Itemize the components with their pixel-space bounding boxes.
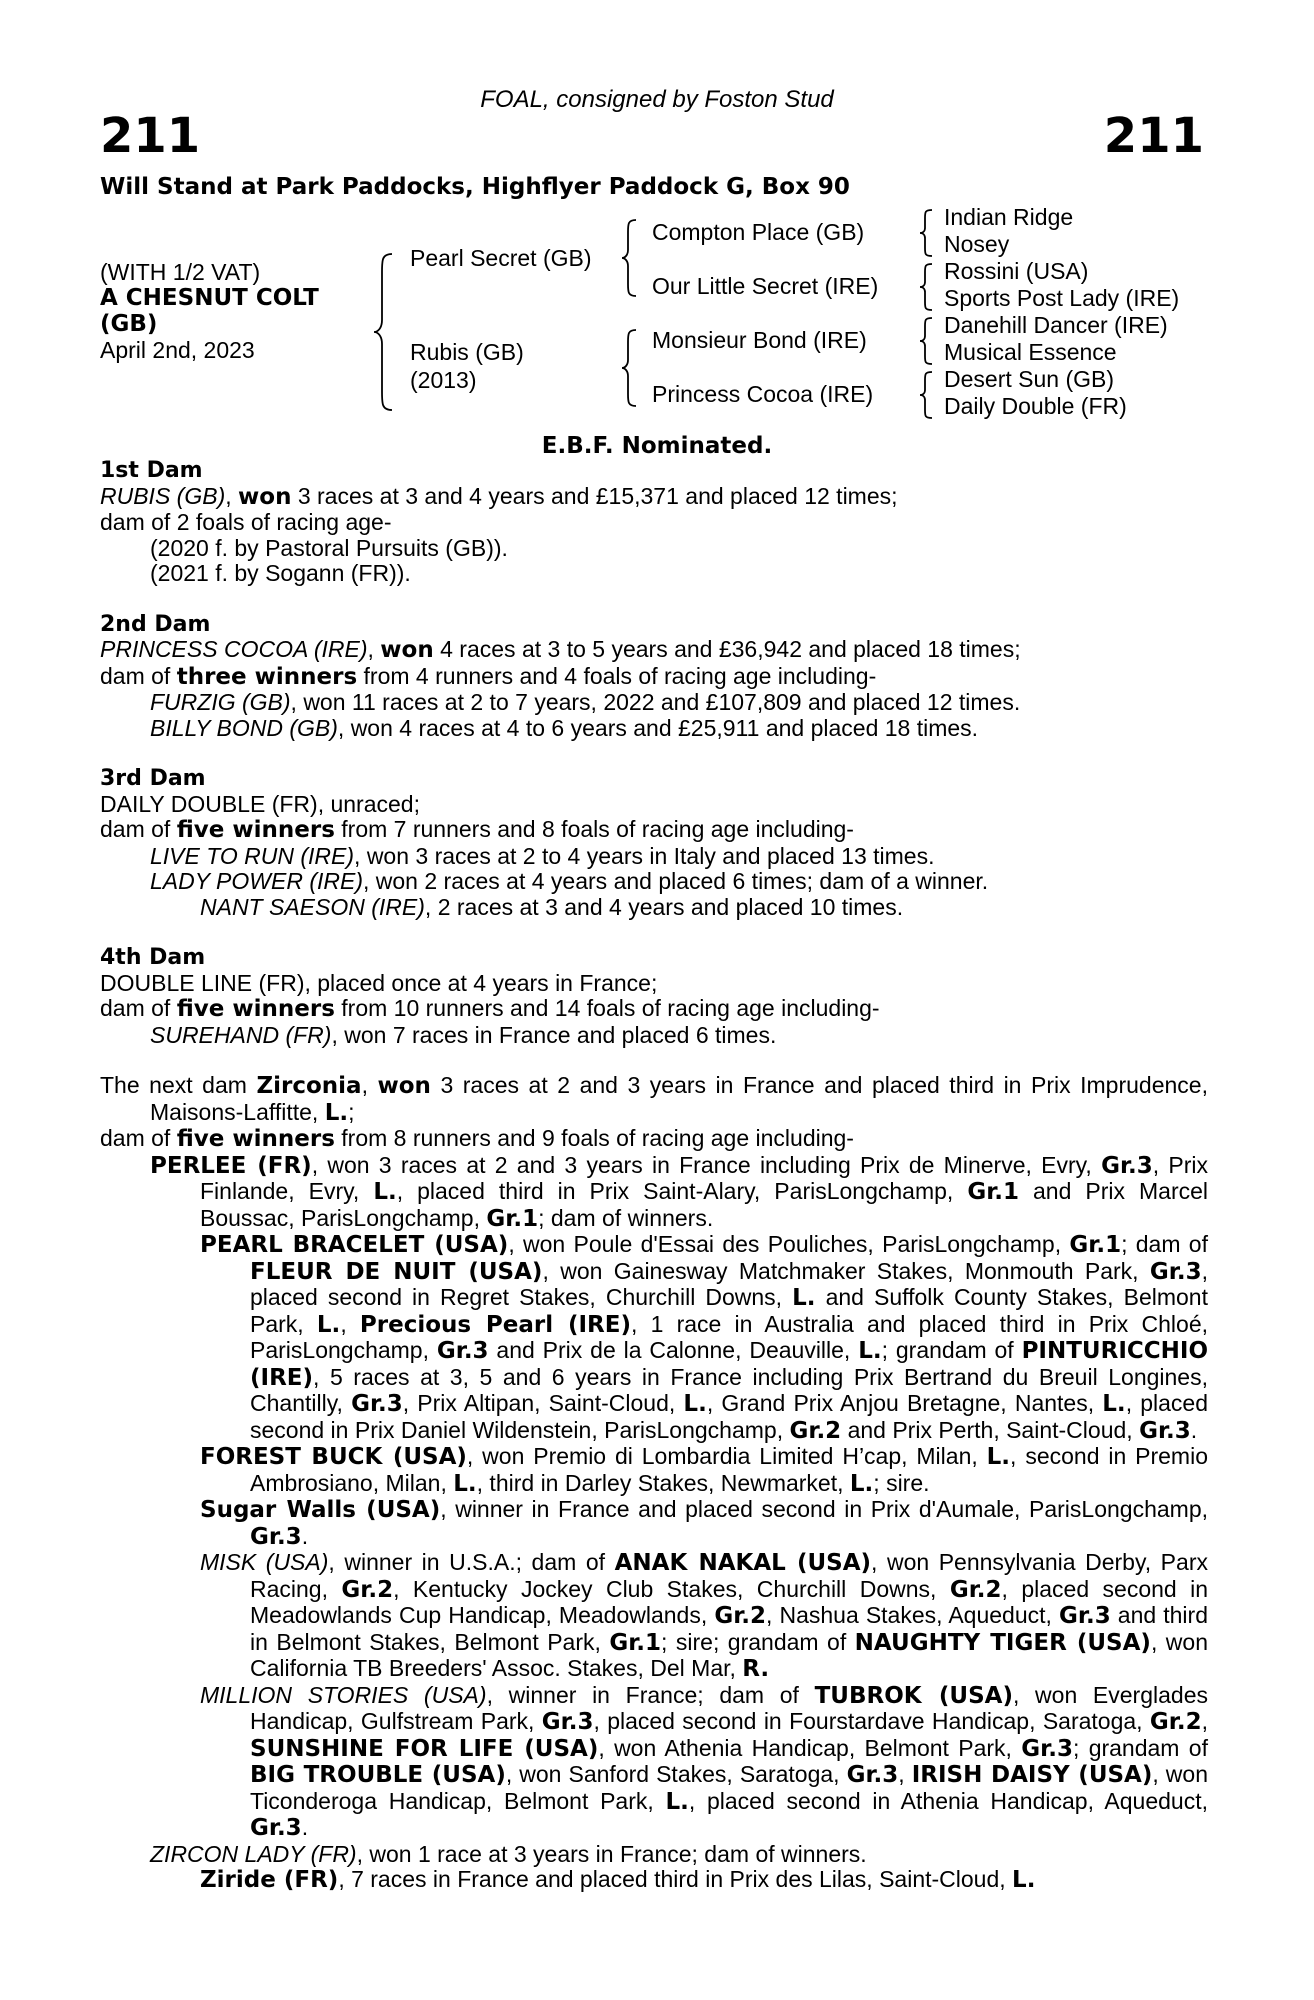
pedigree-brace-main [372,252,394,412]
next-dam-summary: The next dam Zirconia, won 3 races at 2 and 3 years in France and placed third in Prix Imprudence, Maisons-Laffitte, L.; [100,1072,1208,1126]
pedigree-ddd: Daily Double (FR) [944,393,1127,419]
ebf-nomination: E.B.F. Nominated. [541,433,773,459]
zircon-lady-entry: ZIRCON LADY (FR), won 1 race at 3 years in France; dam of winners. [150,1840,867,1867]
pedigree-dsd: Musical Essence [944,339,1117,365]
pedigree-sds: Rossini (USA) [944,258,1089,284]
dam3-summary: DAILY DOUBLE (FR), unraced; [100,790,420,817]
sugar-walls-entry: Sugar Walls (USA), winner in France and placed second in Prix d'Aumale, ParisLongchamp, Gr.3. [200,1496,1209,1550]
pearl-bracelet-entry: PEARL BRACELET (USA), won Poule d'Essai des Pouliches, ParisLongchamp, Gr.1; dam of FLEUR DE NUIT (USA), won Gainesway Matchmaker Stakes, Monmouth Park, Gr.3, placed second in Regret Stakes, Churchill Downs, L. and Suffolk County Stakes, Belmont Park, L., Precious Pearl (IRE), 1 race in Australia and placed third in Prix Chloé, ParisLongchamp, Gr.3 and Prix de la Calonne, Deauville, L.; grandam of PINTURICCHIO (IRE), 5 races at 3, 5 and 6 years in France including Prix Bertrand du Breuil Longines, Chantilly, Gr.3, Prix Altipan, Saint-Cloud, L., Grand Prix Anjou Bretagne, Nantes, L., placed second in Prix Daniel Wildenstein, ParisLongchamp, Gr.2 and Prix Perth, Saint-Cloud, Gr.3. [200,1231,1209,1444]
dam2-produce-1: FURZIG (GB), won 11 races at 2 to 7 years, 2022 and £107,809 and placed 12 times. [150,689,1021,715]
pedigree-sire-dam: Our Little Secret (IRE) [652,273,879,299]
foaling-date: April 2nd, 2023 [100,337,255,363]
dam3-produce-line: dam of five winners from 7 runners and 8 foals of racing age including- [100,816,854,843]
dam1-foals-line: dam of 2 foals of racing age- [100,509,392,535]
ziride-entry: Ziride (FR), 7 races in France and placed third in Prix des Lilas, Saint-Cloud, L. [200,1866,1036,1893]
stand-location: Will Stand at Park Paddocks, Highflyer Paddock G, Box 90 [100,174,850,200]
dam2-produce-2: BILLY BOND (GB), won 4 races at 4 to 6 years and £25,911 and placed 18 times. [150,714,979,741]
pedigree-dam-dam: Princess Cocoa (IRE) [652,381,874,407]
lot-number-left: 211 [100,108,201,164]
pedigree-sss: Indian Ridge [944,204,1074,230]
dam3-heading: 3rd Dam [100,766,206,791]
perlee-entry: PERLEE (FR), won 3 races at 2 and 3 years in France including Prix de Minerve, Evry, Gr.3, Prix Finlande, Evry, L., placed third in Prix Saint-Alary, ParisLongchamp, Gr.1 and Prix Marcel Boussac, ParisLongchamp, Gr.1; dam of winners. [150,1151,1209,1232]
consignor-line: FOAL, consigned by Foston Stud [480,86,834,113]
dam1-summary: RUBIS (GB), won 3 races at 3 and 4 years and £15,371 and placed 12 times; [100,482,898,510]
pedigree-brace-ss [918,208,934,258]
dam3-produce-1: LIVE TO RUN (IRE), won 3 races at 2 to 4 years in Italy and placed 13 times. [150,842,935,869]
pedigree-dss: Danehill Dancer (IRE) [944,312,1168,338]
next-dam-produce-line: dam of five winners from 8 runners and 9 foals of racing age including- [100,1125,854,1152]
dam3-produce-2: LADY POWER (IRE), won 2 races at 4 years and placed 6 times; dam of a winner. [150,868,989,894]
million-stories-entry: MILLION STORIES (USA), winner in France; dam of TUBROK (USA), won Everglades Handicap, Gulfstream Park, Gr.3, placed second in Fourstardave Handicap, Saratoga, Gr.2, SUNSHINE FOR LIFE (USA), won Athenia Handicap, Belmont Park, Gr.3; grandam of BIG TROUBLE (USA), won Sanford Stakes, Saratoga, Gr.3, IRISH DAISY (USA), won Ticonderoga Handicap, Belmont Park, L., placed second in Athenia Handicap, Aqueduct, Gr.3. [200,1681,1208,1841]
dam4-produce-line: dam of five winners from 10 runners and 14 foals of racing age including- [100,995,880,1022]
pedigree-brace-dd [918,370,934,420]
dam1-foal-1: (2020 f. by Pastoral Pursuits (GB)). [150,534,508,561]
dam4-heading: 4th Dam [100,945,206,970]
pedigree-dam-sire: Monsieur Bond (IRE) [652,327,867,353]
dam1-heading: 1st Dam [100,458,203,483]
dam4-produce-1: SUREHAND (FR), won 7 races in France and placed 6 times. [150,1021,777,1048]
pedigree-ssd: Nosey [944,231,1010,257]
dam3-produce-3: NANT SAESON (IRE), 2 races at 3 and 4 years and placed 10 times. [200,893,904,920]
forest-buck-entry: FOREST BUCK (USA), won Premio di Lombardia Limited H’cap, Milan, L., second in Premio Ambrosiano, Milan, L., third in Darley Stakes, Newmarket, L.; sire. [200,1443,1208,1497]
pedigree-dam: Rubis (GB) [410,339,524,365]
catalogue-body [100,458,1208,1894]
pedigree-sire-sire: Compton Place (GB) [652,219,865,245]
lot-title: A CHESNUT COLT [100,285,319,311]
pedigree-brace-ds [918,316,934,366]
lot-title-country: (GB) [100,311,158,337]
lot-number-right: 211 [1103,108,1204,164]
pedigree-sire: Pearl Secret (GB) [410,245,592,271]
dam1-foal-2: (2021 f. by Sogann (FR)). [150,560,411,586]
pedigree-brace-sd [918,262,934,312]
dam4-summary: DOUBLE LINE (FR), placed once at 4 years in France; [100,969,658,996]
dam2-heading: 2nd Dam [100,611,211,637]
pedigree-sdd: Sports Post Lady (IRE) [944,285,1180,311]
pedigree-brace-sire [620,218,638,298]
pedigree-brace-dam [620,328,638,408]
dam2-produce-line: dam of three winners from 4 runners and 4 foals of racing age including- [100,662,877,690]
vat-note: (WITH 1/2 VAT) [100,259,261,285]
pedigree-dam-year: (2013) [410,367,477,393]
misk-entry: MISK (USA), winner in U.S.A.; dam of ANAK NAKAL (USA), won Pennsylvania Derby, Parx Racing, Gr.2, Kentucky Jockey Club Stakes, Churchill Downs, Gr.2, placed second in Meadowlands Cup Handicap, Meadowlands, Gr.2, Nashua Stakes, Aqueduct, Gr.3 and third in Belmont Stakes, Belmont Park, Gr.1; sire; grandam of NAUGHTY TIGER (USA), won California TB Breeders' Assoc. Stakes, Del Mar, R. [200,1549,1209,1682]
dam2-summary: PRINCESS COCOA (IRE), won 4 races at 3 to 5 years and £36,942 and placed 18 times; [100,636,1021,663]
pedigree-dds: Desert Sun (GB) [944,366,1114,392]
